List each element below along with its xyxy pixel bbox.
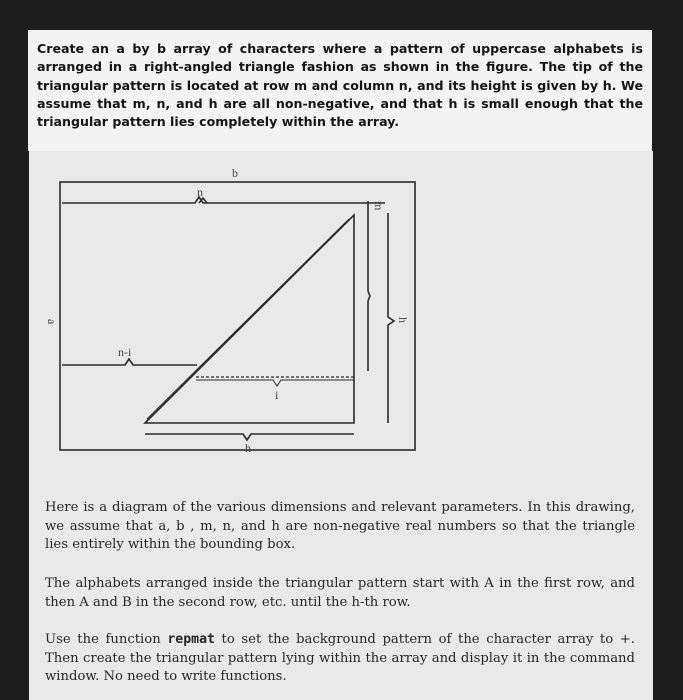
n-label: n: [197, 185, 203, 199]
a-brace: [50, 187, 60, 441]
triangle: [145, 215, 354, 423]
description-paragraph-1: Here is a diagram of the various dimensions and relevant parameters. In this drawing, we assume that a, b , m, n, and h are non-negative real numbers so that the triangle lies entirely within the bounding box.: [45, 500, 635, 553]
bounding-box: [60, 182, 415, 450]
inner-diagonal: [147, 219, 349, 419]
n-minus-i-brace: [62, 359, 197, 365]
n-minus-i-label: n-i: [118, 345, 132, 359]
h-bottom-label: h: [245, 441, 251, 455]
triangle-diagram: [29, 151, 653, 471]
m-label: m: [372, 201, 386, 211]
problem-statement-panel: [28, 30, 652, 151]
repmat-code: repmat: [167, 632, 215, 647]
h-bottom-brace: [145, 434, 354, 440]
description-paragraph-2: The alphabets arranged inside the triangular pattern start with A in the first row, and then A and B in the second row, etc. until the h-th row.: [45, 576, 635, 610]
i-label: i: [275, 388, 279, 402]
figure-and-description-panel: [29, 151, 653, 700]
description-paragraph-3: [45, 631, 635, 687]
b-label: b: [232, 166, 238, 180]
h-right-label: h: [396, 317, 410, 323]
para3-suffix: to set the background pattern of the character array to +. Then create the triangular pattern lying within the array and display it in the command window. No need to write functions.: [45, 632, 635, 685]
problem-statement-text: Create an a by b array of characters where a pattern of uppercase alphabets is arranged in a right-angled triangle fashion as shown in the figure. The tip of the triangular pattern is located at row m and column n, and its height is given by h. We assume that m, n, and h are all non-negative, and that h is small enough that the triangular pattern lies completely within the array.: [37, 41, 643, 130]
b-brace: [62, 197, 385, 203]
para3-prefix: Use the function: [45, 632, 168, 647]
a-label: a: [45, 319, 59, 325]
m-brace: [368, 201, 370, 371]
i-brace: [196, 380, 354, 386]
h-right-brace: [388, 213, 394, 423]
